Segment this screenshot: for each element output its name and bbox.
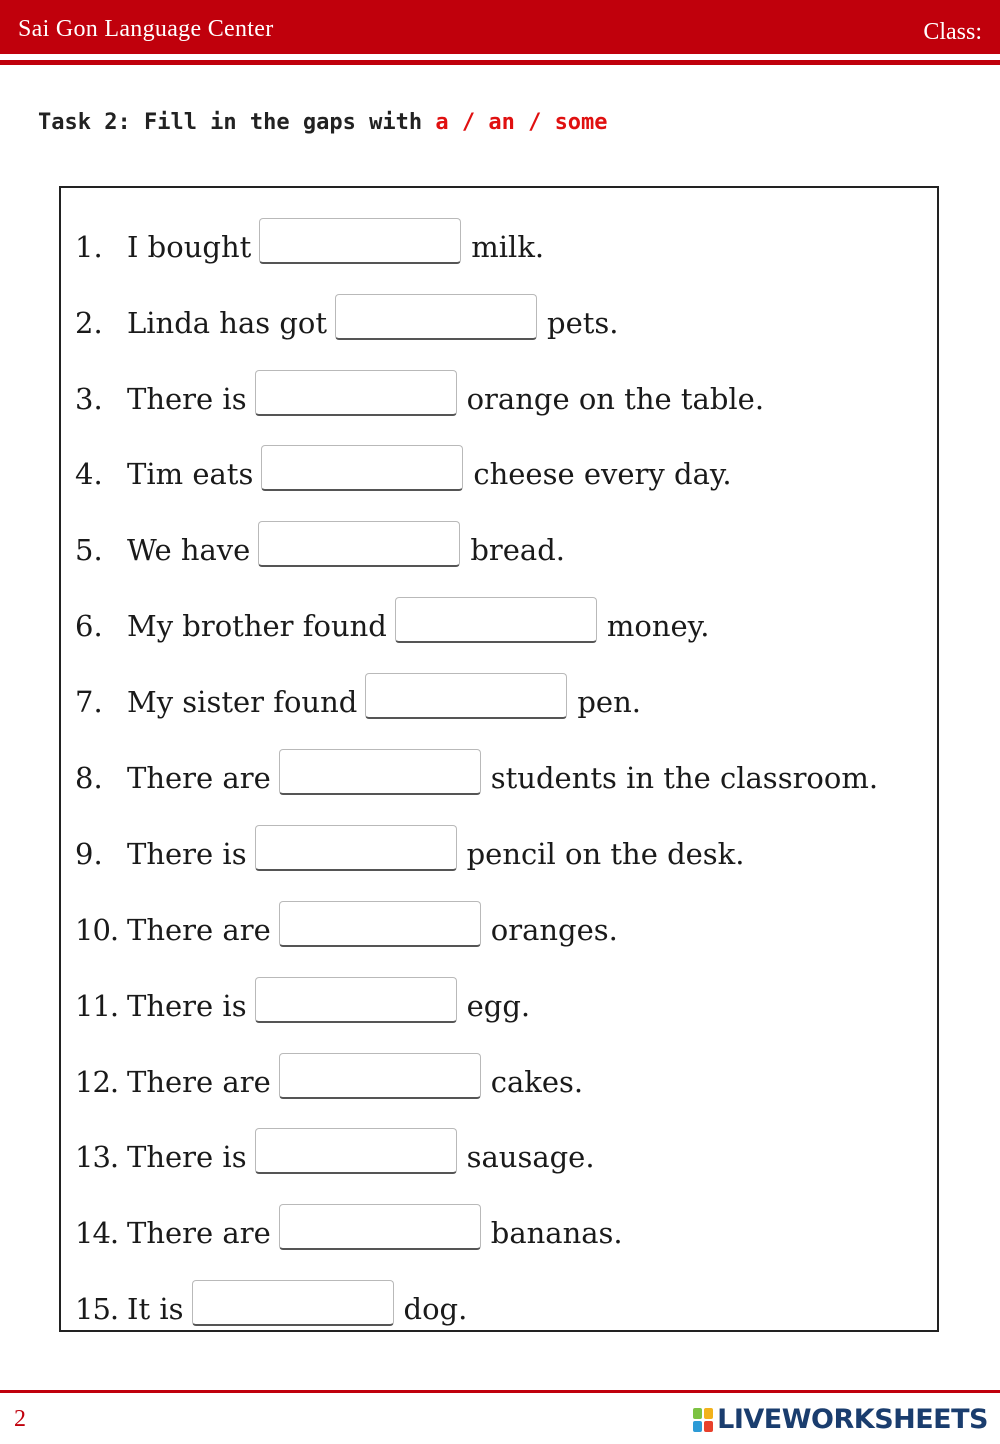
exercise-item — [75, 677, 641, 727]
exercise-item — [75, 1208, 623, 1258]
item-text-after: milk. — [471, 230, 545, 264]
exercise-item — [75, 1284, 467, 1334]
item-text-after: dog. — [403, 1292, 468, 1326]
item-text-before: There is — [127, 989, 247, 1023]
item-text-before: My sister found — [127, 685, 358, 719]
exercise-item — [75, 525, 565, 575]
item-text-after: cakes. — [490, 1065, 584, 1099]
item-text-after: pets. — [547, 306, 619, 340]
brand-name: LIVEWORKSHEETS — [717, 1404, 988, 1435]
item-text-before: I bought — [127, 230, 252, 264]
exercise-item — [75, 905, 618, 955]
exercise-box — [59, 186, 939, 1332]
header-divider — [0, 60, 1000, 65]
item-text-after: bananas. — [490, 1216, 623, 1250]
exercise-item — [75, 374, 764, 424]
item-text-before: There is — [127, 837, 247, 871]
answer-input-2[interactable] — [335, 294, 537, 340]
answer-input-14[interactable] — [279, 1204, 481, 1250]
item-text-before: Tim eats — [127, 457, 254, 491]
answer-input-15[interactable] — [192, 1280, 394, 1326]
answer-input-9[interactable] — [255, 825, 457, 871]
item-number: 9. — [75, 837, 103, 871]
item-number: 2. — [75, 306, 103, 340]
item-number: 5. — [75, 533, 103, 567]
item-text-after: sausage. — [466, 1140, 595, 1174]
item-text-after: orange on the table. — [466, 382, 765, 416]
exercise-item — [75, 753, 878, 803]
item-text-before: There is — [127, 382, 247, 416]
answer-input-1[interactable] — [259, 218, 461, 264]
item-number: 1. — [75, 230, 103, 264]
item-text-after: pen. — [577, 685, 641, 719]
task-title — [38, 110, 608, 135]
answer-input-13[interactable] — [255, 1128, 457, 1174]
class-label: Class: — [923, 19, 982, 45]
item-number: 7. — [75, 685, 103, 719]
item-text-before: There are — [127, 1216, 271, 1250]
item-number: 11. — [75, 989, 119, 1023]
footer-divider — [0, 1390, 1000, 1393]
exercise-item — [75, 1057, 583, 1107]
task-options: a / an / some — [435, 110, 608, 135]
item-number: 14. — [75, 1216, 119, 1250]
answer-input-7[interactable] — [365, 673, 567, 719]
item-text-after: money. — [606, 609, 710, 643]
answer-input-3[interactable] — [255, 370, 457, 416]
item-text-before: There are — [127, 1065, 271, 1099]
item-text-before: It is — [127, 1292, 184, 1326]
item-text-before: There are — [127, 761, 271, 795]
item-text-before: Linda has got — [127, 306, 328, 340]
item-text-after: pencil on the desk. — [466, 837, 745, 871]
item-number: 15. — [75, 1292, 119, 1326]
item-number: 12. — [75, 1065, 119, 1099]
liveworksheets-icon — [693, 1408, 713, 1432]
exercise-item — [75, 829, 744, 879]
answer-input-8[interactable] — [279, 749, 481, 795]
exercise-item — [75, 449, 732, 499]
item-text-after: oranges. — [490, 913, 618, 947]
exercise-item — [75, 222, 544, 272]
item-text-before: My brother found — [127, 609, 387, 643]
answer-input-11[interactable] — [255, 977, 457, 1023]
item-number: 13. — [75, 1140, 119, 1174]
item-number: 10. — [75, 913, 119, 947]
answer-input-5[interactable] — [258, 521, 460, 567]
answer-input-12[interactable] — [279, 1053, 481, 1099]
exercise-item — [75, 298, 619, 348]
brand-logo — [693, 1404, 988, 1435]
item-text-after: egg. — [466, 989, 531, 1023]
page-number: 2 — [14, 1406, 26, 1432]
item-text-before: There are — [127, 913, 271, 947]
center-name: Sai Gon Language Center — [18, 16, 274, 42]
item-text-after: cheese every day. — [473, 457, 732, 491]
exercise-item — [75, 981, 530, 1031]
exercise-item — [75, 1132, 595, 1182]
item-text-before: We have — [127, 533, 251, 567]
answer-input-6[interactable] — [395, 597, 597, 643]
item-number: 3. — [75, 382, 103, 416]
item-text-after: students in the classroom. — [490, 761, 879, 795]
task-instruction: Task 2: Fill in the gaps with — [38, 110, 436, 135]
item-text-after: bread. — [470, 533, 566, 567]
item-number: 4. — [75, 457, 103, 491]
answer-input-4[interactable] — [261, 445, 463, 491]
answer-input-10[interactable] — [279, 901, 481, 947]
item-number: 6. — [75, 609, 103, 643]
item-number: 8. — [75, 761, 103, 795]
item-text-before: There is — [127, 1140, 247, 1174]
header-bar — [0, 0, 1000, 54]
exercise-item — [75, 601, 709, 651]
